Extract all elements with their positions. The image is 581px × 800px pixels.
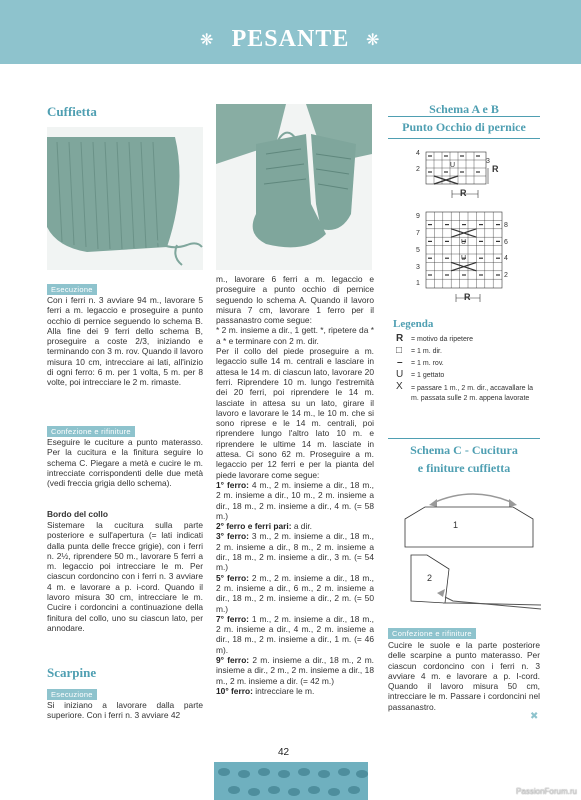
row-text: a dir. xyxy=(291,521,312,532)
divider xyxy=(388,116,540,117)
chart-schema-a xyxy=(416,150,506,207)
bonnet-illustration xyxy=(47,127,203,270)
svg-text:U: U xyxy=(461,239,467,246)
row-label: 1° ferro: xyxy=(216,479,249,490)
intro-paragraph: m., lavorare 6 ferri a m. legaccio e proseguire a punto occhio di pernice seguendo lo schema A. Quando il lavoro misura 7 cm, lavorare 1 ferro per il passanastro come segue: xyxy=(216,274,374,326)
esecuzione-text: Con i ferri n. 3 avviare 94 m., lavorare 5 ferri a m. legaccio e proseguire a punto occhio di pernice seguendo lo schema B. Alla fine dei 9 ferri dello schema B, proseguire a coste 2/3, iniziando e terminando con 3 m. rov. Quando il lavoro misura 10 cm, intrecciare ai lati, all'inizio di ogni ferro: 6 m. per 1 volta, 5 m. per 8 volte, poi intrecciare le 2 m. rimaste. xyxy=(47,295,203,388)
chart-b-row-9: 9 xyxy=(416,213,420,220)
chart-b-row-6: 6 xyxy=(504,239,508,246)
ferro-row-7 xyxy=(216,614,374,655)
chart-a-repeat-r-bottom: R xyxy=(460,188,467,198)
ferro-row-9 xyxy=(216,655,374,686)
row-label: 9° ferro: xyxy=(216,654,250,665)
subheading-confezione: Confezione e rifiniture xyxy=(47,426,135,437)
chart-a-repeat-r: R xyxy=(492,164,499,174)
snowflake-icon: ❋ xyxy=(366,32,380,49)
legend-sym-r: R xyxy=(396,333,404,344)
footer-knit-band xyxy=(214,762,368,800)
booties-photo xyxy=(216,104,372,270)
scarpine-continued-text xyxy=(216,274,374,696)
confezione-scarpine-text: Cucire le suole e la parte posteriore delle scarpine a punto materasso. Per ciascun cordoncino con i ferri n. 3 avviare 4 m. e lavorare a p. I-cord. Quando il lavoro misura 50 cm, intrecciare le m. Passare i cordoncini nel passanastro. xyxy=(388,640,540,712)
subheading-esecuzione: Esecuzione xyxy=(47,284,97,295)
chart-a-row-4: 4 xyxy=(416,150,420,157)
legend-text-knit: = 1 m. dir. xyxy=(411,348,442,355)
row-text: 4 m., 2 m. insieme a dir., 18 m., 2 m. insieme a dir., 10 m., 2 m. insieme a dir., 18 m., 2 m. insieme a dir., 4 m. (= 58 m.) xyxy=(216,479,374,521)
chart-b-row-1: 1 xyxy=(416,280,420,287)
section-title-scarpine: Scarpine xyxy=(47,665,97,680)
chart-b-row-8: 8 xyxy=(504,222,508,229)
chart-a-row-3: 3 xyxy=(486,158,490,165)
scarpine-text: Si iniziano a lavorare dalla parte superiore. Con i ferri n. 3 avviare 42 xyxy=(47,700,203,721)
subheading-esecuzione-scarpine: Esecuzione xyxy=(47,689,97,700)
row-text: 1 m., 2 m. insieme a dir., 18 m., 2 m. insieme a dir., 4 m., 2 m. insieme a dir., 18 m., 2 m. insieme a dir., 1 m. (= 46 m). xyxy=(216,613,374,655)
schema-c-diagram xyxy=(393,485,543,620)
svg-text:U: U xyxy=(461,255,467,262)
chart-schema-b xyxy=(416,210,506,310)
schema-c-subtitle: e finiture cuffietta xyxy=(417,461,511,475)
svg-text:U: U xyxy=(450,162,456,169)
divider xyxy=(388,438,540,439)
page-title: PESANTE xyxy=(231,26,350,52)
subheading-confezione-scarpine: Confezione e rifiniture xyxy=(388,628,476,639)
bordo-text: Sistemare la cucitura sulla parte posteriore e sull'apertura (= lati indicati dalla punta delle frecce grigie), con i ferri n. 2½, riprendere 50 m., lavorare 5 ferri a m. legaccio poi intrecciare le m. Per ciascun cordoncino con i ferri n. 3 avviare 4 m. e lavorare a p. i-cord. Quando il lavoro misura 30 cm, intrecciare le m. Cucire i cordoncini a continuazione della finitura del collo, uno su ciascun lato, per annodare. xyxy=(47,520,203,633)
legend-sym-cross: X xyxy=(396,381,403,392)
row-text: 3 m., 2 m. insieme a dir., 18 m., 2 m. insieme a dir., 8 m., 2 m. insieme a dir., 18 m., 2 m. insieme a dir., 3 m. (= 54 m.) xyxy=(216,531,374,573)
legend-sym-yarnover: U xyxy=(396,369,404,380)
piede-paragraph: Per il collo del piede proseguire a m. legaccio sulle 14 m. centrali e lasciare in attesa le 14 m. di ciascun lato, lavorare 20 ferri. Riprendere 10 m. lungo l'estremità dei 20 ferri, poi riprendere le 14 m. lasciate in attesa su un lato, girare il lavoro e lavorare le 14 m., le 10 m. che si sono riprese e le 14 m. centrali, poi riprendere lungo l'altro lato 10 m. e riprendere le ultime 14 m. lasciate in attesa. Ci sono 62 m. Proseguire a m. legaccio per 12 ferri e per la pianta del piede lavorare come segue: xyxy=(216,346,374,480)
schema-c-label-1: 1 xyxy=(453,520,459,530)
divider xyxy=(388,138,540,139)
row-label: 5° ferro: xyxy=(216,572,249,583)
chart-b-row-7: 7 xyxy=(416,230,420,237)
ferro-row-10 xyxy=(216,686,374,696)
chart-b-grid xyxy=(416,210,506,305)
page-number: 42 xyxy=(278,747,290,758)
chart-b-row-5: 5 xyxy=(416,247,420,254)
row-text: 2 m., 2 m. insieme a dir., 18 m., 2 m. insieme a dir., 6 m., 2 m. insieme a dir., 18 m., 2 m. insieme a dir., 2 m. (= 50 m.) xyxy=(216,572,374,614)
schema-c-drawing xyxy=(393,485,543,615)
chart-b-repeat-r: R xyxy=(464,292,471,302)
snowflake-icon: ❋ xyxy=(200,32,214,49)
ferro-row-5 xyxy=(216,573,374,614)
legend-sym-purl: – xyxy=(397,357,403,368)
row-label: 10° ferro: xyxy=(216,685,253,696)
schema-ab-subtitle: Punto Occhio di pernice xyxy=(402,120,526,134)
schema-ab-title: Schema A e B xyxy=(429,102,499,116)
row-text: intrecciare le m. xyxy=(252,685,315,696)
bonnet-photo xyxy=(47,127,203,270)
legend-sym-knit: □ xyxy=(396,345,403,356)
row-label: 7° ferro: xyxy=(216,613,249,624)
watermark: PassionForum.ru xyxy=(516,787,577,796)
chart-b-row-4: 4 xyxy=(504,255,508,262)
pattern-paragraph: * 2 m. insieme a dir., 1 gett. *, ripetere da * a * e terminare con 2 m. dir. xyxy=(216,325,374,346)
ferro-row-3 xyxy=(216,531,374,572)
row-text: 2 m. insieme a dir., 18 m., 2 m. insieme a dir., 2 m., 2 m. insieme a dir., 18 m., 2 m. insieme a dir. (= 42 m.) xyxy=(216,654,374,686)
header-band xyxy=(0,0,581,64)
schema-c-title: Schema C - Cucitura xyxy=(410,443,518,457)
schema-c-label-2: 2 xyxy=(427,573,433,583)
chart-b-row-3: 3 xyxy=(416,264,420,271)
booties-illustration xyxy=(216,104,372,270)
row-label: 3° ferro: xyxy=(216,531,249,542)
chart-a-row-2: 2 xyxy=(416,166,420,173)
legend-text-yarnover: = 1 gettato xyxy=(411,372,445,379)
legend-text-purl: = 1 m. rov. xyxy=(411,360,444,367)
legend-text-cross: = passare 1 m., 2 m. dir., accavallare la m. passata sulle 2 m. appena lavorate xyxy=(411,385,533,402)
legenda-title: Legenda xyxy=(393,318,434,330)
bordo-title: Bordo del collo xyxy=(47,509,108,519)
knit-texture xyxy=(214,762,368,800)
legend-text-r: = motivo da ripetere xyxy=(411,336,474,343)
section-title-cuffietta: Cuffietta xyxy=(47,104,97,119)
ferro-row-1 xyxy=(216,480,374,521)
end-mark-icon: ✖ xyxy=(530,711,539,722)
ferro-row-2 xyxy=(216,521,374,531)
row-label: 2° ferro e ferri pari: xyxy=(216,521,292,532)
chart-b-row-2: 2 xyxy=(504,272,508,279)
confezione-text: Eseguire le cuciture a punto materasso. Per la cucitura e la finitura seguire lo schema C. Piegare a metà e cucire le m. intrecciate corrispondenti delle due metà (vedi freccia grigia dello schema). xyxy=(47,437,203,489)
